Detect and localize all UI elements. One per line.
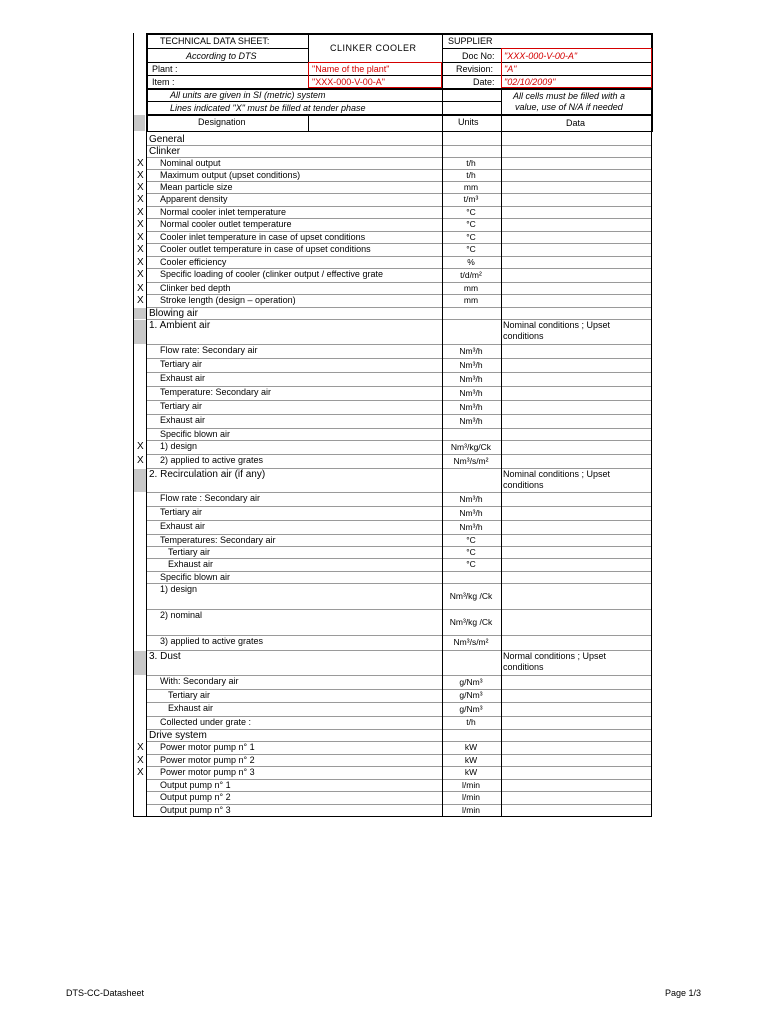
- row-units: Nm³/h: [459, 345, 483, 356]
- row-designation: Cooler outlet temperature in case of upset conditions: [160, 244, 371, 254]
- tender-x-mark: X: [137, 755, 144, 766]
- row-designation: Normal cooler outlet temperature: [160, 219, 292, 229]
- plant-value: "Name of the plant": [312, 64, 390, 74]
- row-units: t/d/m²: [460, 269, 482, 280]
- row-designation: Tertiary air: [160, 401, 203, 411]
- row-designation: Apparent density: [160, 194, 228, 204]
- row-designation: General: [149, 134, 185, 145]
- row-units: mm: [463, 283, 479, 293]
- row-marker-shade: [134, 308, 146, 319]
- row-marker-shade: [134, 469, 146, 492]
- row-designation: 1) design: [160, 441, 198, 451]
- tender-x-mark: X: [137, 295, 144, 306]
- row-designation: Blowing air: [149, 308, 198, 319]
- row-units: °C: [466, 559, 476, 569]
- row-units: °C: [466, 232, 476, 242]
- row-designation: Tertiary air: [160, 507, 203, 517]
- revision-label: Revision:: [456, 64, 494, 74]
- docno-value: "XXX-000-V-00-A": [504, 51, 578, 61]
- row-designation: Output pump n° 1: [160, 780, 231, 790]
- tender-x-mark: X: [137, 767, 144, 778]
- according-note: According to DTS: [186, 51, 257, 61]
- row-designation: Exhaust air: [160, 415, 206, 425]
- row-designation: Exhaust air: [160, 521, 206, 531]
- row-designation: Specific loading of cooler (clinker output / effective grate: [160, 269, 383, 279]
- row-designation: Mean particle size: [160, 182, 233, 192]
- row-units: Nm³/kg /Ck: [449, 616, 493, 627]
- row-marker-shade: [134, 651, 146, 675]
- tender-x-mark: X: [137, 232, 144, 243]
- tender-x-mark: X: [137, 219, 144, 230]
- date-value: "02/10/2009": [504, 77, 556, 87]
- row-designation: Specific blown air: [160, 429, 231, 439]
- footer-doc-name: DTS-CC-Datasheet: [66, 988, 145, 998]
- row-designation: With: Secondary air: [160, 676, 239, 686]
- revision-value: "A": [504, 64, 517, 74]
- row-designation: Exhaust air: [168, 559, 214, 569]
- row-units: Nm³/h: [459, 401, 483, 412]
- row-designation: Maximum output (upset conditions): [160, 170, 301, 180]
- row-units: °C: [466, 547, 476, 557]
- row-designation: Collected under grate :: [160, 717, 252, 727]
- docno-label: Doc No:: [462, 51, 495, 61]
- row-units: g/Nm³: [459, 690, 483, 700]
- row-designation: Flow rate: Secondary air: [160, 345, 258, 355]
- supplier-label: SUPPLIER: [448, 36, 493, 46]
- row-designation: Clinker bed depth: [160, 283, 231, 293]
- row-units: g/Nm³: [459, 703, 483, 714]
- row-units: °C: [466, 207, 476, 217]
- row-designation: Power motor pump n° 2: [160, 755, 255, 765]
- row-designation: Power motor pump n° 1: [160, 742, 255, 752]
- cells-note-2: value, use of N/A if needed: [515, 102, 623, 112]
- row-units: kW: [464, 742, 478, 752]
- item-value: "XXX-000-V-00-A": [312, 77, 385, 87]
- tender-x-mark: X: [137, 257, 144, 268]
- tender-x-mark: X: [137, 441, 144, 452]
- row-designation: Cooler efficiency: [160, 257, 227, 267]
- sheet-title: TECHNICAL DATA SHEET:: [160, 36, 270, 46]
- col-data: Data: [566, 118, 586, 128]
- row-designation: Specific blown air: [160, 572, 231, 582]
- row-designation: 2) nominal: [160, 610, 203, 620]
- plant-label: Plant :: [152, 64, 178, 74]
- row-designation: Clinker: [149, 146, 181, 157]
- row-designation: Drive system: [149, 730, 207, 741]
- row-designation: Temperature: Secondary air: [160, 387, 272, 397]
- row-units: t/h: [466, 170, 476, 180]
- row-designation: Flow rate : Secondary air: [160, 493, 261, 503]
- row-units: t/m³: [463, 194, 479, 204]
- date-label: Date:: [473, 77, 495, 87]
- row-units: °C: [466, 244, 476, 254]
- row-designation: 3. Dust: [149, 651, 181, 662]
- x-note: Lines indicated "X" must be filled at tender phase: [170, 103, 366, 113]
- row-units: kW: [464, 755, 478, 765]
- row-designation: 2) applied to active grates: [160, 455, 264, 465]
- row-designation: Exhaust air: [160, 373, 206, 383]
- row-units: Nm³/s/m²: [453, 637, 489, 647]
- row-designation: 1. Ambient air: [149, 320, 211, 331]
- footer-page-number: Page 1/3: [665, 988, 702, 998]
- tender-x-mark: X: [137, 742, 144, 753]
- row-units: g/Nm³: [459, 676, 483, 687]
- tender-x-mark: X: [137, 455, 144, 466]
- row-units: kW: [464, 767, 478, 777]
- tender-x-mark: X: [137, 283, 144, 294]
- row-units: Nm³/h: [459, 373, 483, 384]
- si-note: All units are given in SI (metric) system: [170, 90, 326, 100]
- row-designation: 2. Recirculation air (if any): [149, 469, 266, 480]
- row-designation: Nominal output: [160, 158, 221, 168]
- cells-note-1: All cells must be filled with a: [513, 91, 626, 101]
- row-units: t/h: [466, 158, 476, 168]
- row-units: °C: [466, 535, 476, 545]
- tender-x-mark: X: [137, 158, 144, 169]
- row-designation: Power motor pump n° 3: [160, 767, 255, 777]
- row-designation: Stroke length (design – operation): [160, 295, 296, 305]
- tender-x-mark: X: [137, 269, 144, 280]
- row-units: Nm³/h: [459, 415, 483, 426]
- row-units: Nm³/h: [459, 387, 483, 398]
- item-label: Item :: [152, 77, 175, 87]
- tender-x-mark: X: [137, 182, 144, 193]
- row-units: mm: [463, 295, 479, 305]
- tender-x-mark: X: [137, 244, 144, 255]
- row-designation: 3) applied to active grates: [160, 636, 264, 646]
- row-units: Nm³/kg/Ck: [450, 441, 492, 452]
- row-designation: Output pump n° 2: [160, 792, 231, 802]
- row-designation: Exhaust air: [168, 703, 214, 713]
- row-units: l/min: [462, 792, 480, 802]
- row-data-cell[interactable]: Nominal conditions ; Upset conditions: [503, 320, 611, 341]
- row-units: Nm³/kg /Ck: [449, 590, 493, 601]
- tender-x-mark: X: [137, 170, 144, 181]
- row-units: °C: [466, 219, 476, 229]
- row-units: t/h: [466, 717, 476, 727]
- row-units: Nm³/s/m²: [453, 455, 489, 466]
- row-units: mm: [463, 182, 479, 192]
- row-units: Nm³/h: [459, 521, 483, 532]
- row-designation: Output pump n° 3: [160, 805, 231, 815]
- row-units: l/min: [462, 780, 480, 790]
- row-units: Nm³/h: [459, 359, 483, 370]
- row-designation: Cooler inlet temperature in case of upset conditions: [160, 232, 366, 242]
- row-designation: Tertiary air: [168, 690, 211, 700]
- row-units: l/min: [462, 805, 480, 815]
- tender-x-mark: X: [137, 194, 144, 205]
- row-units: Nm³/h: [459, 493, 483, 504]
- col-designation: Designation: [198, 117, 246, 127]
- row-marker-shade: [134, 320, 146, 344]
- row-designation: Tertiary air: [160, 359, 203, 369]
- col-units: Units: [458, 117, 479, 127]
- tender-x-mark: X: [137, 207, 144, 218]
- row-designation: Normal cooler inlet temperature: [160, 207, 287, 217]
- row-data-cell[interactable]: Nominal conditions ; Upset conditions: [503, 469, 611, 490]
- row-designation: Tertiary air: [168, 547, 211, 557]
- row-designation: 1) design: [160, 584, 198, 594]
- equipment-name: CLINKER COOLER: [330, 43, 417, 53]
- row-data-cell[interactable]: Normal conditions ; Upset conditions: [503, 651, 607, 672]
- row-designation: Temperatures: Secondary air: [160, 535, 276, 545]
- row-units: Nm³/h: [459, 507, 483, 518]
- row-units: %: [467, 257, 475, 267]
